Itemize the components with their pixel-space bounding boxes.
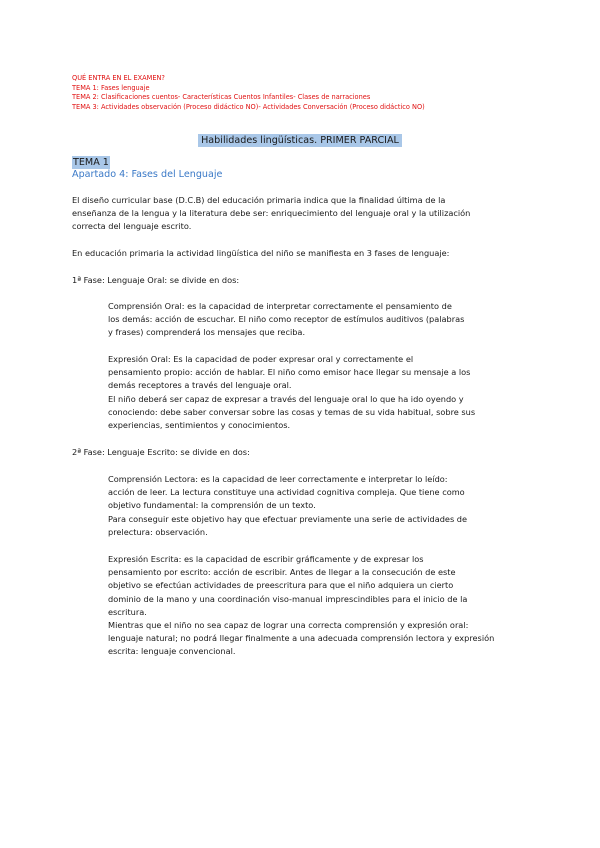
exam-topic-3-line: TEMA 3: Actividades observación (Proceso didáctico NO)- Actividades Conversación (Proceso didáctico NO) [72, 102, 425, 111]
title-banner: Habilidades lingüísticas. PRIMER PARCIAL [198, 134, 402, 147]
paragraph-line: y frases) comprenderá los mensajes que reciba. [108, 327, 306, 338]
phase1-expresion [108, 353, 475, 432]
paragraph-line: experiencias, sentimientos y conocimientos. [108, 420, 291, 431]
phases-intro: En educación primaria la actividad lingüística del niño se manifiesta en 3 fases de lenguaje: [72, 248, 450, 258]
intro-paragraph [72, 194, 470, 234]
paragraph-line: escritura. [108, 606, 147, 617]
exam-topic-1-line: TEMA 1: Fases lenguaje [72, 83, 150, 92]
tema-heading: TEMA 1 [73, 157, 109, 168]
paragraph-line: lenguaje natural; no podrá llegar finalmente a una adecuada comprensión lectora y expresión [108, 633, 495, 644]
paragraph-line: los demás: acción de escuchar. El niño como receptor de estímulos auditivos (palabras [108, 314, 465, 325]
paragraph-line: Expresión Oral: Es la capacidad de poder expresar oral y correctamente el [108, 354, 414, 364]
paragraph-line: conociendo: debe saber conversar sobre las cosas y temas de su vida habitual, sobre sus [108, 406, 476, 417]
exam-topics-note [72, 74, 542, 112]
paragraph-line: acción de leer. La lectura constituye una actividad cognitiva compleja. Que tiene como [108, 487, 465, 498]
exam-question-line: QUÉ ENTRA EN EL EXAMEN? [72, 74, 165, 82]
paragraph-line: demás receptores a través del lenguaje oral. [108, 380, 292, 391]
paragraph-line: Mientras que el niño no sea capaz de lograr una correcta comprensión y expresión oral: [108, 620, 469, 631]
paragraph-line: pensamiento propio: acción de hablar. El niño como emisor hace llegar su mensaje a los [108, 367, 471, 378]
intro-line: correcta del lenguaje escrito. [72, 221, 192, 232]
paragraph-line: Comprensión Lectora: es la capacidad de leer correctamente e interpretar lo leído: [108, 474, 448, 484]
paragraph-line: prelectura: observación. [108, 526, 208, 537]
paragraph-line: Para conseguir este objetivo hay que efectuar previamente una serie de actividades de [108, 513, 468, 524]
paragraph-line: El niño deberá ser capaz de expresar a través del lenguaje oral lo que ha ido oyendo y [108, 393, 464, 404]
paragraph-line: Expresión Escrita: es la capacidad de escribir gráficamente y de expresar los [108, 554, 424, 564]
paragraph-line: escrita: lenguaje convencional. [108, 646, 236, 657]
paragraph-line: pensamiento por escrito: acción de escribir. Antes de llegar a la consecución de este [108, 567, 456, 578]
paragraph-line: objetivo fundamental: la comprensión de un texto. [108, 500, 316, 511]
paragraph-line: dominio de la mano y una coordinación viso-manual imprescindibles para el inicio de la [108, 593, 468, 604]
phase2-expresion [108, 553, 494, 659]
intro-line: El diseño curricular base (D.C.B) del educación primaria indica que la finalidad última de la [72, 195, 446, 205]
phase1-comprension [108, 300, 464, 340]
intro-line: enseñanza de la lengua y la literatura debe ser: enriquecimiento del lenguaje oral y la utilización [72, 208, 471, 219]
paragraph-line: Comprensión Oral: es la capacidad de interpretar correctamente el pensamiento de [108, 301, 452, 311]
apartado-heading: Apartado 4: Fases del Lenguaje [72, 169, 223, 180]
phase1-heading: 1ª Fase: Lenguaje Oral: se divide en dos: [72, 275, 240, 285]
phase2-heading: 2ª Fase: Lenguaje Escrito: se divide en dos: [72, 447, 250, 457]
exam-topic-2-line: TEMA 2: Clasificaciones cuentos- Características Cuentos Infantiles- Clases de narraciones [72, 93, 371, 101]
title-banner-wrap [0, 128, 600, 147]
paragraph-line: objetivo se efectúan actividades de preescritura para que el niño adquiera un cierto [108, 580, 454, 591]
phase2-comprension [108, 473, 467, 539]
